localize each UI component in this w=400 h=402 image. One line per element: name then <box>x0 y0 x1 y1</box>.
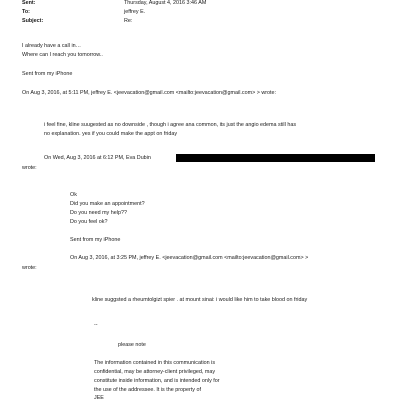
disclaimer-line: The information contained in this communication is <box>94 360 216 366</box>
to-label: To: <box>22 9 30 15</box>
quote-header: On Aug 3, 2016, at 3:25 PM, jeffrey E. <jeevacation@gmail.com <mailto:jeevacation@gmail.com> > <box>70 255 309 261</box>
message-line: Did you make an appointment? <box>70 201 145 207</box>
sent-from-text: Sent from my iPhone <box>70 237 121 243</box>
body-line: I already have a call in… <box>22 43 82 49</box>
sent-label: Sent: <box>22 0 36 6</box>
disclaimer-line: JEE <box>94 395 104 401</box>
message-line: Ok <box>70 192 77 198</box>
body-line: Where can I reach you tomorrow.. <box>22 52 103 58</box>
redaction-bar <box>176 154 375 162</box>
disclaimer-line: constitute inside information, and is intended only for <box>94 378 220 384</box>
to-value: jeffrey E. <box>124 9 146 15</box>
disclaimer-line: the use of the addressee. It is the property of <box>94 387 201 393</box>
message-line: Do you feel ok? <box>70 219 108 225</box>
message-line: i feel fine, kline suugested as no downside , though i agree ana common, its just the angio edema still has <box>44 122 297 128</box>
sent-from-text: Sent from my iPhone <box>22 71 73 77</box>
quote-wrote: wrote: <box>22 165 37 171</box>
subject-value: Re: <box>124 18 133 24</box>
sent-value: Thursday, August 4, 2016 3:46 AM <box>124 0 207 6</box>
please-note-text: please note <box>118 342 146 348</box>
message-line: kline suggsted a rheumtolgizt spier . at mount sinai: i would like him to take blood on friday <box>92 297 308 303</box>
subject-label: Subject: <box>22 18 44 24</box>
quote-header: On Aug 3, 2016, at 5:11 PM, jeffrey E. <jeevacation@gmail.com <mailto:jeevacation@gmail.com> > wrote: <box>22 90 277 96</box>
quote-wrote: wrote: <box>22 265 37 271</box>
message-line: no explanation. yes if you could make the appt on friday <box>44 131 178 137</box>
ellipsis-text: -- <box>94 322 98 328</box>
disclaimer-line: confidential, may be attorney-client privileged, may <box>94 369 216 375</box>
quote-header: On Wed, Aug 3, 2016 at 6:12 PM, Eva Dubin <box>44 155 151 161</box>
message-line: Do you need my help?? <box>70 210 127 216</box>
